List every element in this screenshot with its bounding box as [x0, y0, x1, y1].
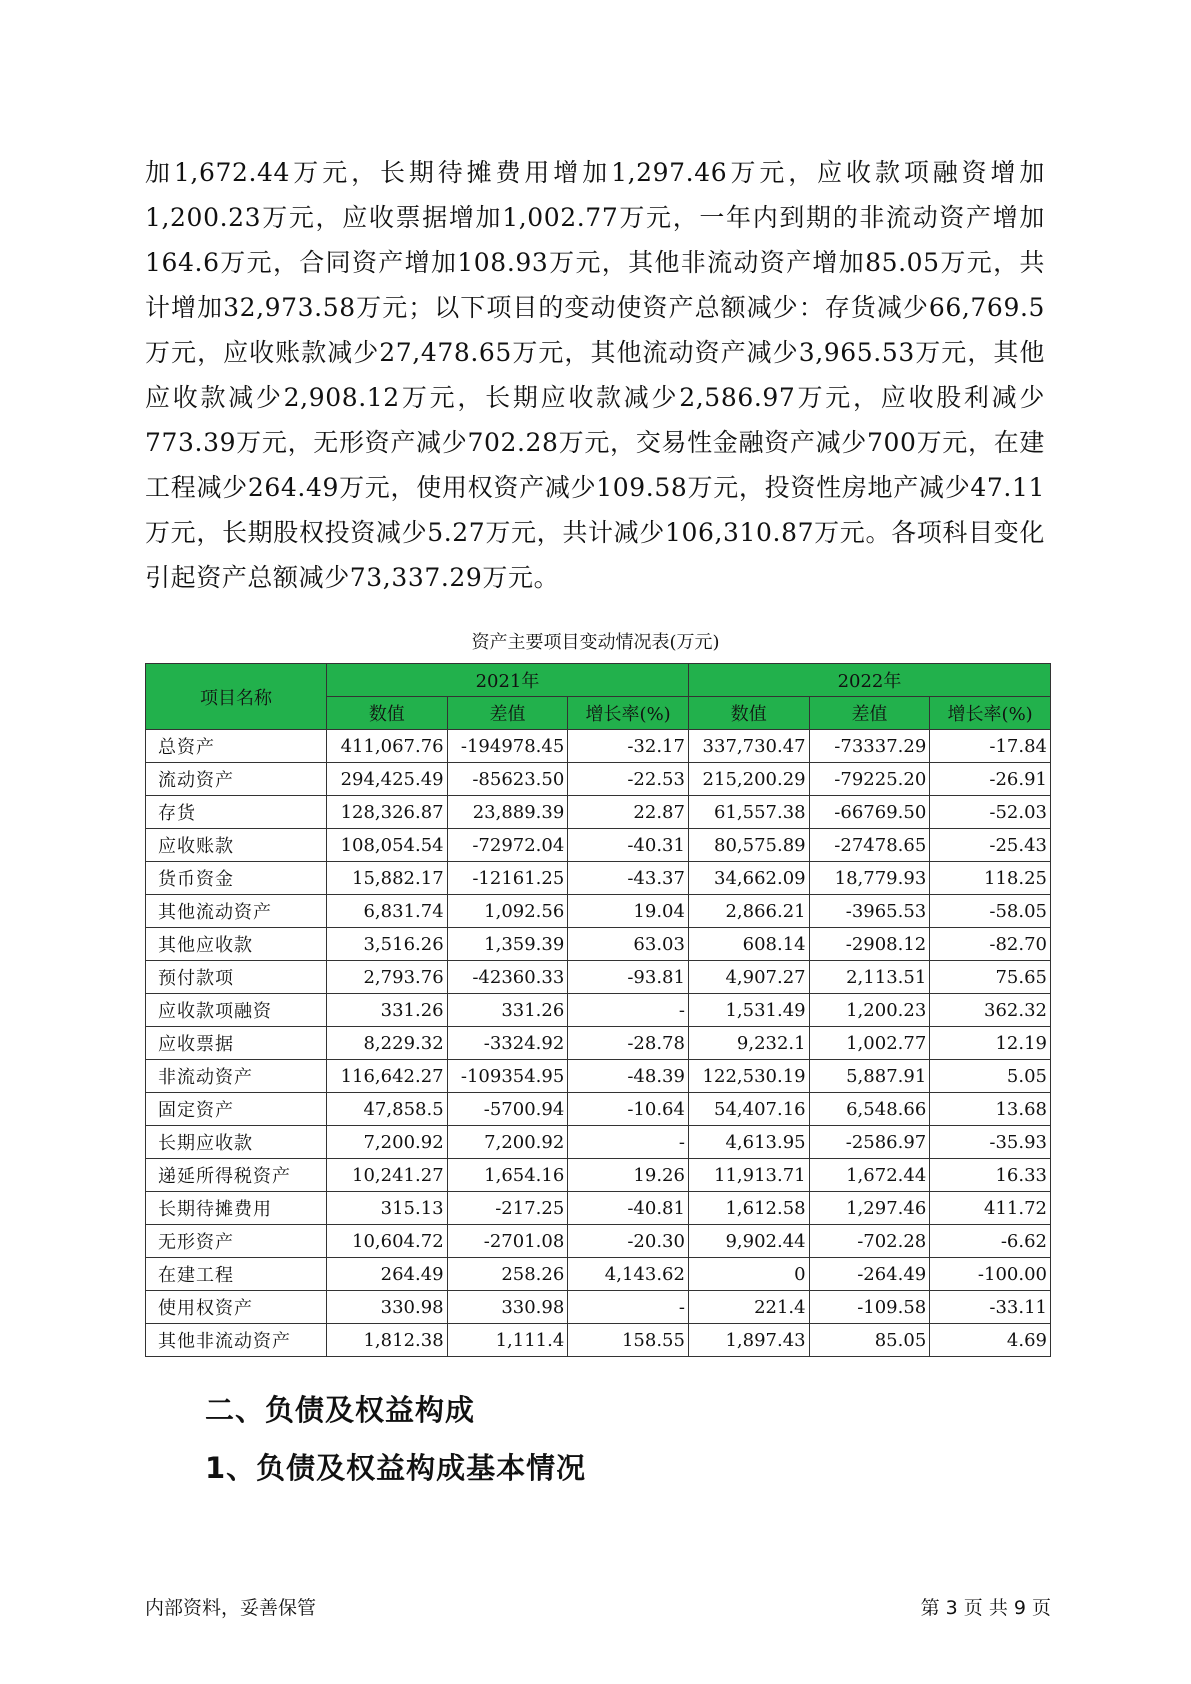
cell-v1: 3,516.26 [326, 928, 447, 961]
cell-g1: -22.53 [568, 763, 689, 796]
table-row [146, 1027, 1051, 1060]
cell-g1: 19.26 [568, 1159, 689, 1192]
cell-v2: 11,913.71 [688, 1159, 809, 1192]
cell-d2: -79225.20 [809, 763, 930, 796]
row-item-name: 货币资金 [146, 862, 327, 895]
row-item-name: 存货 [146, 796, 327, 829]
cell-g1: -40.31 [568, 829, 689, 862]
table-row [146, 1060, 1051, 1093]
cell-g2: -17.84 [930, 730, 1051, 763]
cell-v1: 10,604.72 [326, 1225, 447, 1258]
cell-g1: -32.17 [568, 730, 689, 763]
cell-v1: 6,831.74 [326, 895, 447, 928]
cell-d1: -5700.94 [447, 1093, 568, 1126]
cell-v2: 34,662.09 [688, 862, 809, 895]
cell-g1: 22.87 [568, 796, 689, 829]
cell-d2: -27478.65 [809, 829, 930, 862]
table-row [146, 1225, 1051, 1258]
row-item-name: 使用权资产 [146, 1291, 327, 1324]
header-year-2022: 2022年 [688, 664, 1050, 697]
header-diff-2021: 差值 [447, 697, 568, 730]
table-row [146, 1126, 1051, 1159]
row-item-name: 流动资产 [146, 763, 327, 796]
cell-g1: - [568, 1126, 689, 1159]
table-row [146, 1291, 1051, 1324]
table-row [146, 928, 1051, 961]
cell-g2: -26.91 [930, 763, 1051, 796]
cell-d2: -73337.29 [809, 730, 930, 763]
table-body [146, 730, 1051, 1357]
cell-g2: -25.43 [930, 829, 1051, 862]
section-heading: 二、负债及权益构成 [205, 1393, 476, 1427]
header-growth-2021: 增长率(%) [568, 697, 689, 730]
cell-d1: -12161.25 [447, 862, 568, 895]
cell-g1: - [568, 994, 689, 1027]
table-row [146, 862, 1051, 895]
cell-g2: 16.33 [930, 1159, 1051, 1192]
cell-d2: -109.58 [809, 1291, 930, 1324]
cell-g1: 158.55 [568, 1324, 689, 1357]
cell-d2: 18,779.93 [809, 862, 930, 895]
cell-g1: -40.81 [568, 1192, 689, 1225]
cell-d1: -194978.45 [447, 730, 568, 763]
header-growth-2022: 增长率(%) [930, 697, 1051, 730]
cell-v2: 9,902.44 [688, 1225, 809, 1258]
row-item-name: 应收款项融资 [146, 994, 327, 1027]
footer-page-number: 第 3 页 共 9 页 [920, 1597, 1051, 1619]
cell-v1: 2,793.76 [326, 961, 447, 994]
row-item-name: 应收账款 [146, 829, 327, 862]
cell-g1: -48.39 [568, 1060, 689, 1093]
cell-g2: 4.69 [930, 1324, 1051, 1357]
cell-g2: 411.72 [930, 1192, 1051, 1225]
cell-g1: - [568, 1291, 689, 1324]
cell-g1: -28.78 [568, 1027, 689, 1060]
cell-g2: -82.70 [930, 928, 1051, 961]
cell-v2: 0 [688, 1258, 809, 1291]
cell-d2: 1,297.46 [809, 1192, 930, 1225]
cell-d2: 1,200.23 [809, 994, 930, 1027]
cell-d2: -702.28 [809, 1225, 930, 1258]
cell-g1: 63.03 [568, 928, 689, 961]
row-item-name: 无形资产 [146, 1225, 327, 1258]
cell-g1: 4,143.62 [568, 1258, 689, 1291]
cell-d2: 85.05 [809, 1324, 930, 1357]
cell-v2: 61,557.38 [688, 796, 809, 829]
cell-d2: -66769.50 [809, 796, 930, 829]
cell-d1: 7,200.92 [447, 1126, 568, 1159]
cell-v1: 315.13 [326, 1192, 447, 1225]
cell-v2: 608.14 [688, 928, 809, 961]
cell-v2: 54,407.16 [688, 1093, 809, 1126]
row-item-name: 非流动资产 [146, 1060, 327, 1093]
cell-v2: 1,897.43 [688, 1324, 809, 1357]
cell-g2: 5.05 [930, 1060, 1051, 1093]
cell-d1: -2701.08 [447, 1225, 568, 1258]
cell-g1: 19.04 [568, 895, 689, 928]
cell-g1: -43.37 [568, 862, 689, 895]
row-item-name: 长期待摊费用 [146, 1192, 327, 1225]
cell-v1: 10,241.27 [326, 1159, 447, 1192]
header-year-2021: 2021年 [326, 664, 688, 697]
cell-d2: 2,113.51 [809, 961, 930, 994]
table-row [146, 829, 1051, 862]
cell-v1: 47,858.5 [326, 1093, 447, 1126]
subsection-heading: 1、负债及权益构成基本情况 [205, 1451, 587, 1485]
row-item-name: 长期应收款 [146, 1126, 327, 1159]
cell-d1: -3324.92 [447, 1027, 568, 1060]
cell-d2: -3965.53 [809, 895, 930, 928]
header-item-name: 项目名称 [146, 664, 327, 730]
cell-d2: 6,548.66 [809, 1093, 930, 1126]
cell-d1: -72972.04 [447, 829, 568, 862]
cell-g2: 362.32 [930, 994, 1051, 1027]
cell-v1: 330.98 [326, 1291, 447, 1324]
body-paragraph: 加1,672.44万元，长期待摊费用增加1,297.46万元，应收款项融资增加1,200.23万元，应收票据增加1,002.77万元，一年内到期的非流动资产增加164.6万元，合同资产增加108.93万元，其他非流动资产增加85.05万元，共计增加32,973.58万元；以下项目的变动使资产总额减少：存货减少66,769.5万元，应收账款减少27,478.65万元，其他流动资产减少3,965.53万元，其他应收款减少2,908.12万元，长期应收款减少2,586.97万元，应收股利减少773.39万元，无形资产减少702.28万元，交易性金融资产减少700万元，在建工程减少264.49万元，使用权资产减少109.58万元，投资性房地产减少47.11万元，长期股权投资减少5.27万元，共计减少106,310.87万元。各项科目变化引起资产总额减少73,337.29万元。 [145, 158, 1045, 592]
row-item-name: 在建工程 [146, 1258, 327, 1291]
cell-g1: -20.30 [568, 1225, 689, 1258]
cell-d1: 1,359.39 [447, 928, 568, 961]
cell-d2: 1,002.77 [809, 1027, 930, 1060]
cell-d1: 258.26 [447, 1258, 568, 1291]
cell-v2: 4,907.27 [688, 961, 809, 994]
cell-d1: -42360.33 [447, 961, 568, 994]
table-row [146, 961, 1051, 994]
header-diff-2022: 差值 [809, 697, 930, 730]
table-row [146, 1258, 1051, 1291]
row-item-name: 其他非流动资产 [146, 1324, 327, 1357]
cell-v1: 1,812.38 [326, 1324, 447, 1357]
row-item-name: 其他流动资产 [146, 895, 327, 928]
cell-d1: 1,654.16 [447, 1159, 568, 1192]
cell-v2: 2,866.21 [688, 895, 809, 928]
row-item-name: 固定资产 [146, 1093, 327, 1126]
header-value-2022: 数值 [688, 697, 809, 730]
row-item-name: 递延所得税资产 [146, 1159, 327, 1192]
cell-v1: 264.49 [326, 1258, 447, 1291]
cell-v1: 8,229.32 [326, 1027, 447, 1060]
cell-v2: 215,200.29 [688, 763, 809, 796]
cell-d1: 1,092.56 [447, 895, 568, 928]
cell-g2: -58.05 [930, 895, 1051, 928]
footer-confidential-note: 内部资料，妥善保管 [145, 1597, 317, 1619]
asset-change-table [145, 663, 1051, 1357]
row-item-name: 其他应收款 [146, 928, 327, 961]
cell-v1: 15,882.17 [326, 862, 447, 895]
cell-v1: 128,326.87 [326, 796, 447, 829]
cell-v2: 9,232.1 [688, 1027, 809, 1060]
table-row [146, 1093, 1051, 1126]
cell-d1: -217.25 [447, 1192, 568, 1225]
cell-v2: 221.4 [688, 1291, 809, 1324]
cell-d1: 330.98 [447, 1291, 568, 1324]
cell-d1: -85623.50 [447, 763, 568, 796]
table-row [146, 763, 1051, 796]
cell-v1: 116,642.27 [326, 1060, 447, 1093]
table-row [146, 895, 1051, 928]
table-row [146, 1159, 1051, 1192]
cell-v1: 7,200.92 [326, 1126, 447, 1159]
cell-v1: 294,425.49 [326, 763, 447, 796]
cell-d2: -264.49 [809, 1258, 930, 1291]
cell-g2: -35.93 [930, 1126, 1051, 1159]
cell-d2: -2586.97 [809, 1126, 930, 1159]
table-row [146, 730, 1051, 763]
cell-d2: 5,887.91 [809, 1060, 930, 1093]
cell-v2: 122,530.19 [688, 1060, 809, 1093]
table-row [146, 1192, 1051, 1225]
cell-v2: 1,531.49 [688, 994, 809, 1027]
cell-v2: 1,612.58 [688, 1192, 809, 1225]
cell-v2: 80,575.89 [688, 829, 809, 862]
row-item-name: 预付款项 [146, 961, 327, 994]
cell-g2: 13.68 [930, 1093, 1051, 1126]
cell-d2: 1,672.44 [809, 1159, 930, 1192]
cell-g2: -6.62 [930, 1225, 1051, 1258]
cell-d1: 1,111.4 [447, 1324, 568, 1357]
cell-d1: -109354.95 [447, 1060, 568, 1093]
table-caption: 资产主要项目变动情况表(万元) [471, 632, 720, 653]
cell-g2: 118.25 [930, 862, 1051, 895]
cell-d1: 331.26 [447, 994, 568, 1027]
table-row [146, 1324, 1051, 1357]
cell-g1: -10.64 [568, 1093, 689, 1126]
table-row [146, 994, 1051, 1027]
cell-d1: 23,889.39 [447, 796, 568, 829]
cell-v1: 108,054.54 [326, 829, 447, 862]
row-item-name: 应收票据 [146, 1027, 327, 1060]
table-row [146, 796, 1051, 829]
cell-g1: -93.81 [568, 961, 689, 994]
cell-g2: -100.00 [930, 1258, 1051, 1291]
cell-v1: 411,067.76 [326, 730, 447, 763]
cell-d2: -2908.12 [809, 928, 930, 961]
header-value-2021: 数值 [326, 697, 447, 730]
cell-v1: 331.26 [326, 994, 447, 1027]
cell-g2: 75.65 [930, 961, 1051, 994]
row-item-name: 总资产 [146, 730, 327, 763]
cell-v2: 337,730.47 [688, 730, 809, 763]
cell-g2: -52.03 [930, 796, 1051, 829]
cell-g2: -33.11 [930, 1291, 1051, 1324]
cell-g2: 12.19 [930, 1027, 1051, 1060]
cell-v2: 4,613.95 [688, 1126, 809, 1159]
